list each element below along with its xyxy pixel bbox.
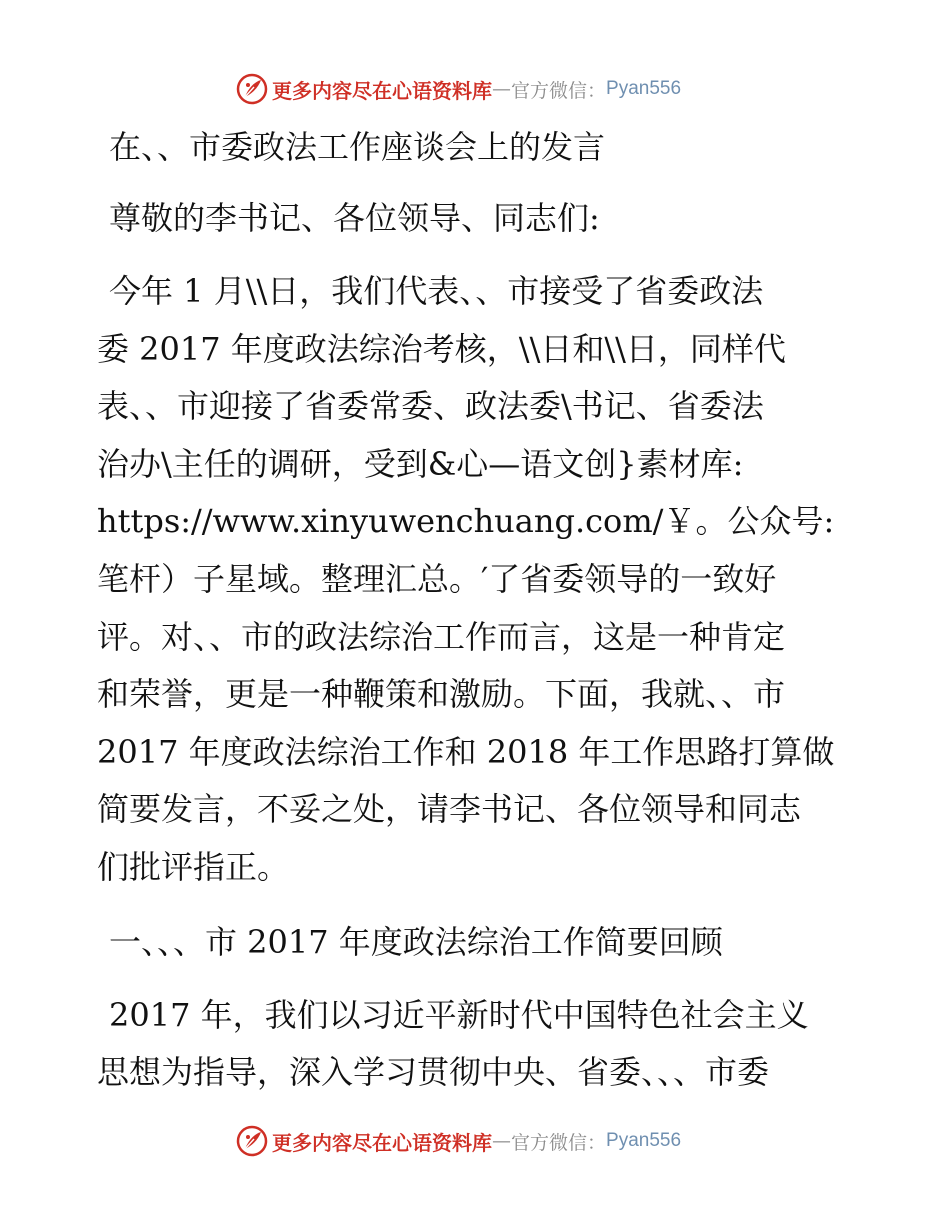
- feather-pen-logo-icon: [236, 73, 268, 105]
- paragraph-line: 笔杆）子星域。整理汇总。′了省委领导的一致好: [97, 559, 777, 598]
- paragraph-line: 委 2017 年度政法综治考核，\\日和\\日，同样代: [97, 329, 786, 368]
- paragraph-line: 评。对、、市的政法综治工作而言，这是一种肯定: [97, 617, 786, 656]
- document-greeting: 尊敬的李书记、各位领导、同志们:: [109, 199, 600, 237]
- paragraph-line: 今年 1 月\\日，我们代表、、市接受了省委政法: [109, 272, 764, 310]
- watermark-banner-top: [236, 72, 681, 106]
- paragraph-2: [97, 987, 867, 1102]
- watermark-main-text: 更多内容尽在心语资料库: [272, 78, 492, 103]
- watermark-separator: —: [492, 78, 511, 100]
- paragraph-line: 治办\主任的调研，受到&心—语文创}素材库:: [97, 444, 744, 483]
- watermark-wechat-label: 官方微信：: [511, 79, 607, 102]
- watermark-main-text: 更多内容尽在心语资料库: [272, 1130, 492, 1155]
- document-title: 在、、市委政法工作座谈会上的发言: [109, 128, 606, 166]
- paragraph-line: 和荣誉，更是一种鞭策和激励。下面，我就、、市: [97, 675, 786, 714]
- paragraph-line: https://www.xinyuwenchuang.com/￥。公众号:: [97, 502, 835, 541]
- feather-pen-logo-icon: [236, 1125, 268, 1157]
- watermark-wechat-id: Pyan556: [606, 1130, 682, 1151]
- watermark-wechat-label: 官方微信：: [511, 1131, 607, 1154]
- document-body: [97, 118, 867, 1102]
- paragraph-line: 2017 年，我们以习近平新时代中国特色社会主义: [109, 995, 809, 1034]
- paragraph-line: 们批评指正。: [97, 847, 290, 886]
- paragraph-line: 思想为指导，深入学习贯彻中央、省委、、、市委: [97, 1053, 770, 1092]
- section-heading: 一、、、市 2017 年度政法综治工作简要回顾: [109, 922, 723, 961]
- paragraph-1: [97, 263, 867, 897]
- watermark-banner-bottom: [236, 1124, 681, 1158]
- paragraph-line: 简要发言，不妥之处，请李书记、各位领导和同志: [97, 790, 802, 829]
- watermark-separator: —: [492, 1130, 511, 1152]
- paragraph-line: 2017 年度政法综治工作和 2018 年工作思路打算做: [97, 732, 835, 771]
- watermark-wechat-id: Pyan556: [606, 78, 682, 99]
- paragraph-line: 表、、市迎接了省委常委、政法委\书记、省委法: [97, 387, 764, 426]
